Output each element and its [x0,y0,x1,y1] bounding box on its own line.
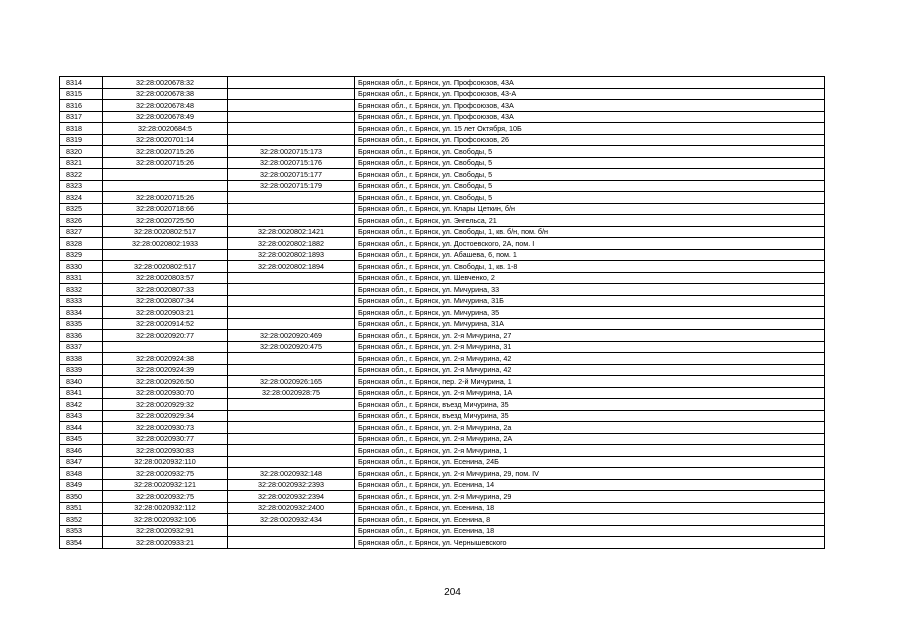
table-row [60,146,825,158]
address-cell: Брянская обл., г. Брянск, ул. Свободы, 5 [355,169,825,181]
registry-table [59,76,825,549]
address-cell: Брянская обл., г. Брянск, ул. Мичурина, 31А [355,318,825,330]
row-number-cell: 8343 [60,410,103,422]
table-row [60,364,825,376]
table-row [60,491,825,503]
table-row [60,353,825,365]
row-number-cell: 8319 [60,134,103,146]
row-number-cell: 8339 [60,364,103,376]
cadastral-number-cell: 32:28:0020929:32 [103,399,228,411]
address-cell: Брянская обл., г. Брянск, ул. 2-я Мичурина, 42 [355,353,825,365]
cadastral-number-cell: 32:28:0020715:26 [103,192,228,204]
secondary-cadastral-number-cell [228,215,355,227]
secondary-cadastral-number-cell [228,88,355,100]
cadastral-number-cell: 32:28:0020725:50 [103,215,228,227]
address-cell: Брянская обл., г. Брянск, ул. Мичурина, 33 [355,284,825,296]
cadastral-number-cell: 32:28:0020802:517 [103,226,228,238]
address-cell: Брянская обл., г. Брянск, ул. 2-я Мичурина, 42 [355,364,825,376]
table-row [60,307,825,319]
row-number-cell: 8330 [60,261,103,273]
table-row [60,284,825,296]
cadastral-number-cell: 32:28:0020903:21 [103,307,228,319]
address-cell: Брянская обл., г. Брянск, ул. Свободы, 1, кв. б/н, пом. б/н [355,226,825,238]
secondary-cadastral-number-cell [228,272,355,284]
secondary-cadastral-number-cell: 32:28:0020932:434 [228,514,355,526]
table-row [60,203,825,215]
row-number-cell: 8331 [60,272,103,284]
address-cell: Брянская обл., г. Брянск, ул. Шевченко, 2 [355,272,825,284]
cadastral-number-cell: 32:28:0020678:32 [103,77,228,89]
cadastral-number-cell: 32:28:0020930:83 [103,445,228,457]
cadastral-number-cell [103,249,228,261]
secondary-cadastral-number-cell: 32:28:0020928:75 [228,387,355,399]
cadastral-number-cell: 32:28:0020701:14 [103,134,228,146]
address-cell: Брянская обл., г. Брянск, ул. Профсоюзов, 43А [355,77,825,89]
row-number-cell: 8354 [60,537,103,549]
cadastral-number-cell: 32:28:0020920:77 [103,330,228,342]
page-number: 204 [444,587,461,598]
secondary-cadastral-number-cell [228,445,355,457]
cadastral-number-cell: 32:28:0020802:1933 [103,238,228,250]
secondary-cadastral-number-cell: 32:28:0020802:1421 [228,226,355,238]
cadastral-number-cell: 32:28:0020802:517 [103,261,228,273]
table-row [60,514,825,526]
table-row [60,238,825,250]
secondary-cadastral-number-cell [228,537,355,549]
row-number-cell: 8344 [60,422,103,434]
table-row [60,215,825,227]
secondary-cadastral-number-cell [228,295,355,307]
row-number-cell: 8318 [60,123,103,135]
row-number-cell: 8353 [60,525,103,537]
row-number-cell: 8337 [60,341,103,353]
cadastral-number-cell [103,180,228,192]
table-row [60,445,825,457]
table-row [60,422,825,434]
cadastral-number-cell: 32:28:0020678:38 [103,88,228,100]
address-cell: Брянская обл., г. Брянск, ул. 2-я Мичурина, 1А [355,387,825,399]
address-cell: Брянская обл., г. Брянск, ул. Есенина, 14 [355,479,825,491]
cadastral-number-cell: 32:28:0020803:57 [103,272,228,284]
secondary-cadastral-number-cell [228,77,355,89]
cadastral-number-cell: 32:28:0020914:52 [103,318,228,330]
row-number-cell: 8341 [60,387,103,399]
address-cell: Брянская обл., г. Брянск, ул. 2-я Мичурина, 29, пом. IV [355,468,825,480]
address-cell: Брянская обл., г. Брянск, ул. Есенина, 18 [355,502,825,514]
table-row [60,169,825,181]
table-row [60,192,825,204]
cadastral-number-cell: 32:28:0020932:75 [103,491,228,503]
address-cell: Брянская обл., г. Брянск, ул. Мичурина, 31Б [355,295,825,307]
row-number-cell: 8345 [60,433,103,445]
secondary-cadastral-number-cell: 32:28:0020932:2394 [228,491,355,503]
row-number-cell: 8320 [60,146,103,158]
address-cell: Брянская обл., г. Брянск, ул. Свободы, 5 [355,180,825,192]
cadastral-number-cell: 32:28:0020715:26 [103,146,228,158]
address-cell: Брянская обл., г. Брянск, ул. Есенина, 24Б [355,456,825,468]
cadastral-number-cell: 32:28:0020807:33 [103,284,228,296]
secondary-cadastral-number-cell [228,284,355,296]
cadastral-number-cell: 32:28:0020807:34 [103,295,228,307]
table-row [60,272,825,284]
address-cell: Брянская обл., г. Брянск, въезд Мичурина, 35 [355,399,825,411]
address-cell: Брянская обл., г. Брянск, ул. 2-я Мичурина, 1 [355,445,825,457]
row-number-cell: 8317 [60,111,103,123]
address-cell: Брянская обл., г. Брянск, ул. Профсоюзов, 26 [355,134,825,146]
row-number-cell: 8315 [60,88,103,100]
secondary-cadastral-number-cell: 32:28:0020715:176 [228,157,355,169]
row-number-cell: 8352 [60,514,103,526]
secondary-cadastral-number-cell: 32:28:0020926:165 [228,376,355,388]
row-number-cell: 8327 [60,226,103,238]
address-cell: Брянская обл., г. Брянск, ул. Достоевского, 2А, пом. I [355,238,825,250]
secondary-cadastral-number-cell: 32:28:0020932:2393 [228,479,355,491]
cadastral-number-cell: 32:28:0020926:50 [103,376,228,388]
cadastral-number-cell: 32:28:0020932:91 [103,525,228,537]
row-number-cell: 8322 [60,169,103,181]
table-row [60,341,825,353]
secondary-cadastral-number-cell [228,422,355,434]
row-number-cell: 8346 [60,445,103,457]
registry-table-body [60,77,825,549]
secondary-cadastral-number-cell [228,353,355,365]
row-number-cell: 8349 [60,479,103,491]
secondary-cadastral-number-cell: 32:28:0020802:1894 [228,261,355,273]
row-number-cell: 8351 [60,502,103,514]
address-cell: Брянская обл., г. Брянск, ул. Профсоюзов, 43А [355,111,825,123]
row-number-cell: 8333 [60,295,103,307]
address-cell: Брянская обл., г. Брянск, ул. Есенина, 8 [355,514,825,526]
secondary-cadastral-number-cell: 32:28:0020802:1882 [228,238,355,250]
secondary-cadastral-number-cell [228,410,355,422]
table-row [60,261,825,273]
table-row [60,468,825,480]
address-cell: Брянская обл., г. Брянск, ул. Энгельса, 21 [355,215,825,227]
table-row [60,123,825,135]
table-row [60,537,825,549]
secondary-cadastral-number-cell [228,525,355,537]
cadastral-number-cell: 32:28:0020932:106 [103,514,228,526]
row-number-cell: 8332 [60,284,103,296]
row-number-cell: 8329 [60,249,103,261]
secondary-cadastral-number-cell [228,456,355,468]
cadastral-number-cell: 32:28:0020930:70 [103,387,228,399]
table-row [60,157,825,169]
table-row [60,387,825,399]
table-row [60,226,825,238]
cadastral-number-cell: 32:28:0020933:21 [103,537,228,549]
table-row [60,399,825,411]
secondary-cadastral-number-cell [228,100,355,112]
address-cell: Брянская обл., г. Брянск, ул. Абашева, 6, пом. 1 [355,249,825,261]
address-cell: Брянская обл., г. Брянск, ул. 2-я Мичурина, 27 [355,330,825,342]
address-cell: Брянская обл., г. Брянск, ул. 2-я Мичурина, 2а [355,422,825,434]
cadastral-number-cell: 32:28:0020930:77 [103,433,228,445]
table-row [60,433,825,445]
cadastral-number-cell: 32:28:0020932:75 [103,468,228,480]
address-cell: Брянская обл., г. Брянск, ул. Свободы, 5 [355,146,825,158]
address-cell: Брянская обл., г. Брянск, ул. 2-я Мичурина, 29 [355,491,825,503]
row-number-cell: 8334 [60,307,103,319]
address-cell: Брянская обл., г. Брянск, пер. 2-й Мичурина, 1 [355,376,825,388]
row-number-cell: 8350 [60,491,103,503]
table-row [60,410,825,422]
secondary-cadastral-number-cell [228,203,355,215]
table-row [60,479,825,491]
secondary-cadastral-number-cell [228,318,355,330]
address-cell: Брянская обл., г. Брянск, ул. 2-я Мичурина, 31 [355,341,825,353]
secondary-cadastral-number-cell: 32:28:0020932:148 [228,468,355,480]
cadastral-number-cell: 32:28:0020932:110 [103,456,228,468]
secondary-cadastral-number-cell: 32:28:0020802:1893 [228,249,355,261]
table-row [60,330,825,342]
cadastral-number-cell: 32:28:0020678:48 [103,100,228,112]
secondary-cadastral-number-cell: 32:28:0020920:475 [228,341,355,353]
row-number-cell: 8340 [60,376,103,388]
row-number-cell: 8347 [60,456,103,468]
cadastral-number-cell: 32:28:0020924:39 [103,364,228,376]
row-number-cell: 8324 [60,192,103,204]
row-number-cell: 8316 [60,100,103,112]
address-cell: Брянская обл., г. Брянск, ул. Есенина, 18 [355,525,825,537]
table-row [60,77,825,89]
secondary-cadastral-number-cell: 32:28:0020920:469 [228,330,355,342]
table-row [60,318,825,330]
secondary-cadastral-number-cell: 32:28:0020715:177 [228,169,355,181]
address-cell: Брянская обл., г. Брянск, ул. 15 лет Октября, 10Б [355,123,825,135]
table-row [60,134,825,146]
row-number-cell: 8338 [60,353,103,365]
address-cell: Брянская обл., г. Брянск, ул. Профсоюзов, 43А [355,100,825,112]
table-row [60,88,825,100]
row-number-cell: 8321 [60,157,103,169]
secondary-cadastral-number-cell [228,111,355,123]
secondary-cadastral-number-cell [228,134,355,146]
secondary-cadastral-number-cell [228,364,355,376]
cadastral-number-cell: 32:28:0020924:38 [103,353,228,365]
address-cell: Брянская обл., г. Брянск, ул. Чернышевского [355,537,825,549]
cadastral-number-cell: 32:28:0020684:5 [103,123,228,135]
cadastral-number-cell: 32:28:0020932:112 [103,502,228,514]
table-row [60,525,825,537]
address-cell: Брянская обл., г. Брянск, ул. 2-я Мичурина, 2А [355,433,825,445]
row-number-cell: 8335 [60,318,103,330]
row-number-cell: 8323 [60,180,103,192]
secondary-cadastral-number-cell [228,399,355,411]
address-cell: Брянская обл., г. Брянск, ул. Свободы, 5 [355,192,825,204]
address-cell: Брянская обл., г. Брянск, ул. Мичурина, 35 [355,307,825,319]
cadastral-number-cell: 32:28:0020715:26 [103,157,228,169]
secondary-cadastral-number-cell [228,433,355,445]
cadastral-number-cell: 32:28:0020930:73 [103,422,228,434]
table-row [60,376,825,388]
table-row [60,502,825,514]
address-cell: Брянская обл., г. Брянск, ул. Свободы, 1, кв. 1-8 [355,261,825,273]
secondary-cadastral-number-cell [228,192,355,204]
table-row [60,295,825,307]
cadastral-number-cell: 32:28:0020932:121 [103,479,228,491]
secondary-cadastral-number-cell [228,307,355,319]
cadastral-number-cell [103,169,228,181]
row-number-cell: 8348 [60,468,103,480]
table-row [60,249,825,261]
table-row [60,100,825,112]
address-cell: Брянская обл., г. Брянск, въезд Мичурина, 35 [355,410,825,422]
row-number-cell: 8314 [60,77,103,89]
row-number-cell: 8336 [60,330,103,342]
address-cell: Брянская обл., г. Брянск, ул. Клары Цеткин, б/н [355,203,825,215]
address-cell: Брянская обл., г. Брянск, ул. Профсоюзов, 43-А [355,88,825,100]
row-number-cell: 8328 [60,238,103,250]
secondary-cadastral-number-cell [228,123,355,135]
cadastral-number-cell: 32:28:0020678:49 [103,111,228,123]
secondary-cadastral-number-cell: 32:28:0020715:179 [228,180,355,192]
table-row [60,456,825,468]
table-row [60,111,825,123]
table-row [60,180,825,192]
cadastral-number-cell: 32:28:0020718:66 [103,203,228,215]
address-cell: Брянская обл., г. Брянск, ул. Свободы, 5 [355,157,825,169]
secondary-cadastral-number-cell: 32:28:0020715:173 [228,146,355,158]
row-number-cell: 8326 [60,215,103,227]
cadastral-number-cell [103,341,228,353]
row-number-cell: 8325 [60,203,103,215]
secondary-cadastral-number-cell: 32:28:0020932:2400 [228,502,355,514]
row-number-cell: 8342 [60,399,103,411]
cadastral-number-cell: 32:28:0020929:34 [103,410,228,422]
